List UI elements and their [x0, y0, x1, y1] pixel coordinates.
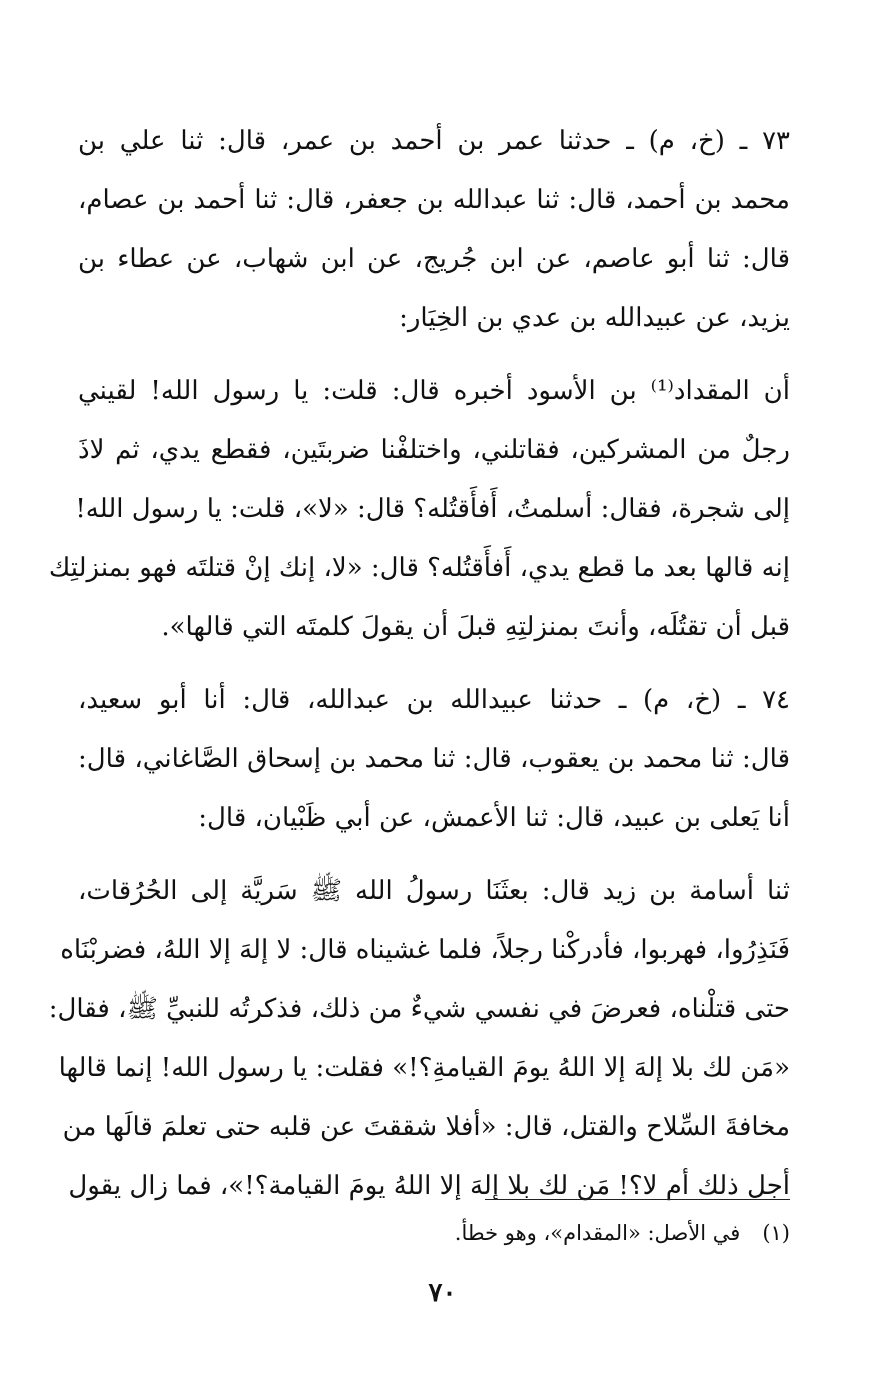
paragraph-hadith-73-chain	[78, 112, 790, 348]
paragraph-hadith-74-chain	[78, 671, 790, 848]
text-line: قبل أن تقتُلَه، وأنتَ بمنزلتِهِ قبلَ أن يقولَ كلمتَه التي قالها».	[161, 612, 790, 642]
text-line: رجلٌ من المشركين، فقاتلني، واختلفْنا ضربتَين، فقطع يدي، ثم لاذَ	[78, 435, 790, 465]
text-line: أنا يَعلى بن عبيد، قال: ثنا الأعمش، عن أبي ظَبْيان، قال:	[198, 803, 790, 833]
footnote	[455, 1213, 790, 1253]
text-line: حتى قتلْناه، فعرضَ في نفسي شيءٌ من ذلك، فذكرتُه للنبيِّ ﷺ، فقال:	[48, 994, 790, 1024]
page-body	[48, 112, 790, 1230]
text-line: أجل ذلك أم لا؟! مَن لك بلا إلهَ إلا اللهُ يومَ القيامة؟!»، فما زال يقول	[68, 1171, 790, 1201]
text-line: ثنا أسامة بن زيد قال: بعثَنَا رسولُ الله ﷺ سَريَّة إلى الحُرُقات،	[78, 876, 790, 906]
text-line: يزيد، عن عبيدالله بن عدي بن الخِيَار:	[399, 303, 790, 333]
paragraph-hadith-73-text	[48, 362, 790, 657]
text-line: «مَن لك بلا إلهَ إلا اللهُ يومَ القيامةِ؟!» فقلت: يا رسول الله! إنما قالها	[58, 1053, 790, 1083]
text-line: ٧٣ ـ (خ، م) ـ حدثنا عمر بن أحمد بن عمر، قال: ثنا علي بن	[78, 126, 790, 156]
footnote-divider	[485, 1199, 790, 1200]
text-line: فَنَذِرُوا، فهربوا، فأدركْنا رجلاً، فلما غشيناه قال: لا إلهَ إلا اللهُ، فضربْنَاه	[60, 935, 790, 965]
paragraph-hadith-74-text	[48, 862, 790, 1216]
text-line: ٧٤ ـ (خ، م) ـ حدثنا عبيدالله بن عبدالله، قال: أنا أبو سعيد،	[78, 685, 790, 715]
footnote-text: في الأصل: «المقدام»، وهو خطأ.	[454, 1221, 741, 1245]
text-line: قال: ثنا أبو عاصم، عن ابن جُريج، عن ابن شهاب، عن عطاء بن	[78, 244, 790, 274]
text-line: مخافةَ السِّلاح والقتل، قال: «أفلا شققتَ عن قلبه حتى تعلمَ قالَها من	[62, 1112, 790, 1142]
footnote-number: (١)	[762, 1221, 790, 1245]
text-line: أن المقداد⁽¹⁾ بن الأسود أخبره قال: قلت: يا رسول الله! لقيني	[78, 376, 790, 406]
text-line: إنه قالها بعد ما قطع يدي، أَفأَقتُله؟ قال: «لا، إنك إنْ قتلتَه فهو بمنزلتِك	[48, 553, 790, 583]
text-line: محمد بن أحمد، قال: ثنا عبدالله بن جعفر، قال: ثنا أحمد بن عصام،	[78, 185, 790, 215]
page-number: ٧٠	[428, 1278, 457, 1308]
text-line: قال: ثنا محمد بن يعقوب، قال: ثنا محمد بن إسحاق الصَّاغاني، قال:	[78, 744, 790, 774]
text-line: إلى شجرة، فقال: أسلمتُ، أَفأَقتُله؟ قال: «لا»، قلت: يا رسول الله!	[75, 494, 790, 524]
